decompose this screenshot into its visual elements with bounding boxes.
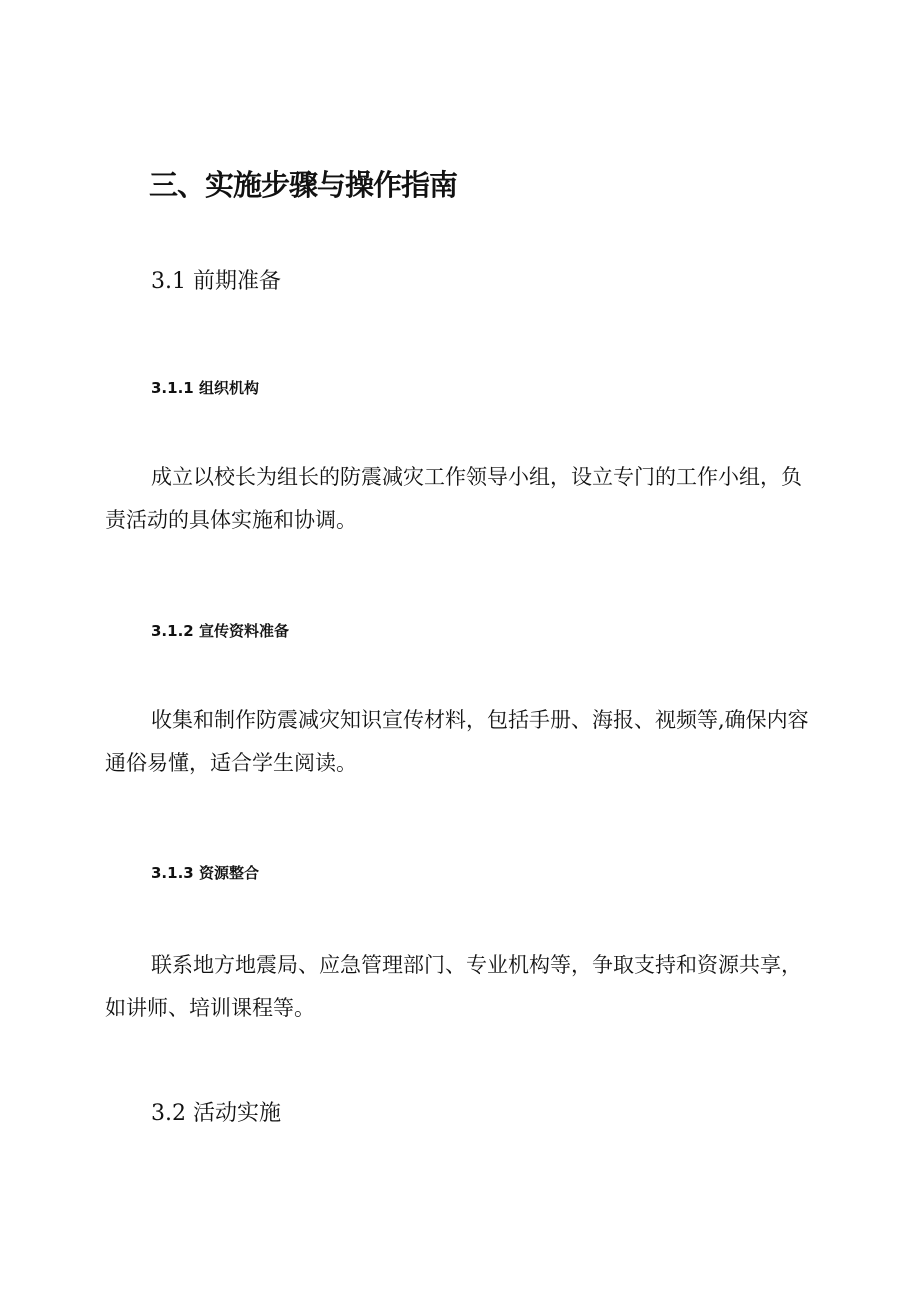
item-number: 3.1.3 <box>151 864 194 882</box>
section-title: 三、实施步骤与操作指南 <box>149 168 458 202</box>
item-number: 3.1.1 <box>151 379 194 397</box>
paragraph-resources: 联系地方地震局、应急管理部门、专业机构等，争取支持和资源共享，如讲师、培训课程等。 <box>105 953 802 1020</box>
item-title: 组织机构 <box>199 379 260 397</box>
item-heading-3-1-2 <box>151 620 289 642</box>
item-heading-3-1-3 <box>151 862 259 884</box>
subsection-heading-3-1: 3.1 前期准备 <box>151 269 281 294</box>
item-heading-3-1-1 <box>151 377 259 399</box>
item-title: 资源整合 <box>199 864 260 882</box>
item-title: 宣传资料准备 <box>199 622 290 640</box>
item-number: 3.1.2 <box>151 622 194 640</box>
subsection-heading-3-2: 3.2 活动实施 <box>151 1101 281 1126</box>
paragraph-organization: 成立以校长为组长的防震减灾工作领导小组，设立专门的工作小组，负责活动的具体实施和协调。 <box>105 465 802 532</box>
paragraph-materials: 收集和制作防震减灾知识宣传材料，包括手册、海报、视频等,确保内容通俗易懂，适合学生阅读。 <box>105 708 809 775</box>
